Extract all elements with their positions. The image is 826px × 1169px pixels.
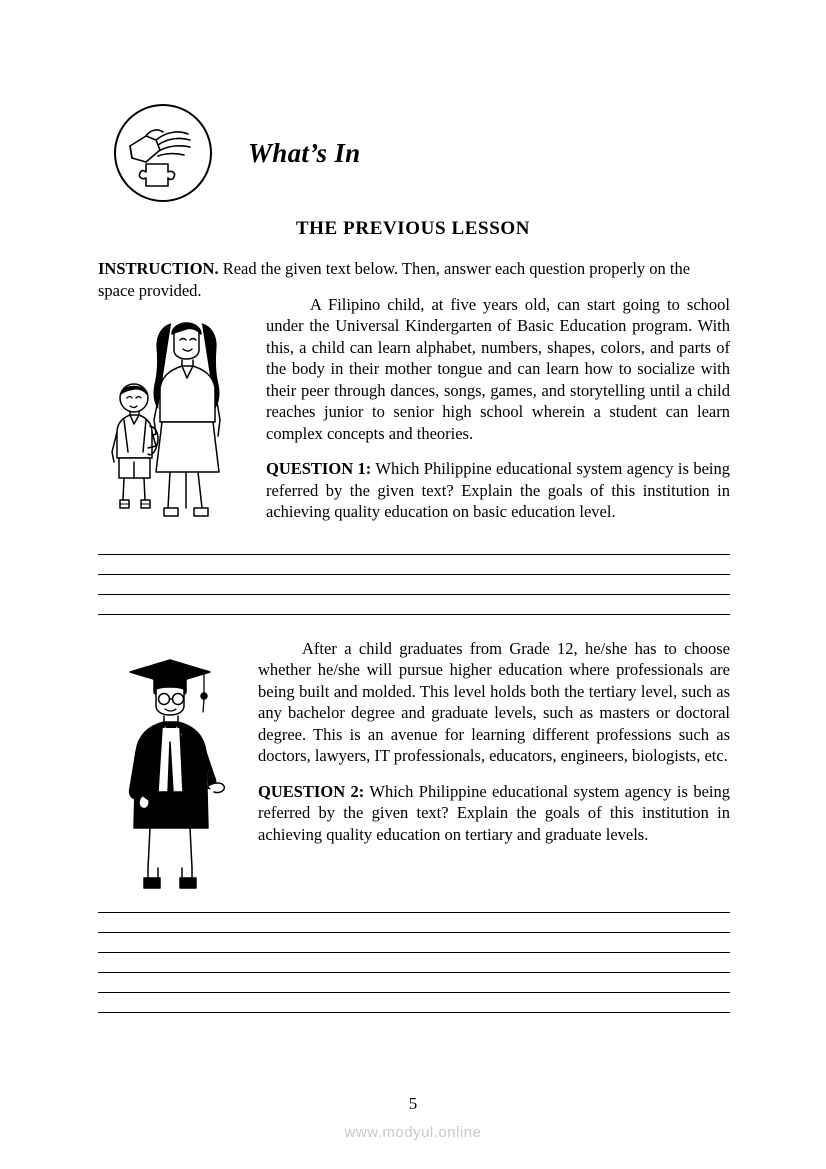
answer-line[interactable] — [98, 535, 730, 555]
passage-block-one — [98, 294, 730, 536]
whats-in-header — [114, 104, 361, 202]
passage-two-text: After a child graduates from Grade 12, he/she has to choose whether he/she will pursue higher education where professionals are being built and molded. This level holds both the tertiary level, such as any bachelor degree and graduate levels, such as masters or doctoral degree. This is an avenue for learning different professions such as doctors, lawyers, IT professionals, educators, engineers, biologists, etc. — [258, 639, 730, 766]
question-one — [266, 458, 730, 522]
whats-in-title: What’s In — [248, 137, 361, 168]
question-two — [258, 781, 730, 845]
answer-line[interactable] — [98, 893, 730, 913]
instruction-label: INSTRUCTION. — [98, 259, 219, 278]
answer-line[interactable] — [98, 993, 730, 1013]
mother-and-child-illustration — [98, 302, 248, 532]
answer-line[interactable] — [98, 575, 730, 595]
instruction-text: Read the given text below. Then, answer each question properly on the space provided. — [98, 259, 691, 300]
answer-line[interactable] — [98, 953, 730, 973]
watermark: www.modyul.online — [344, 1124, 482, 1141]
hand-holding-puzzle-piece-icon — [114, 104, 212, 202]
answer-line[interactable] — [98, 555, 730, 575]
question-one-text: Which Philippine educational system agency is being referred by the given text? Explain the goals of this institution in achieving quality education on basic education level. — [266, 459, 730, 521]
answer-line[interactable] — [98, 595, 730, 615]
answer-line[interactable] — [98, 973, 730, 993]
passage-one-text: A Filipino child, at five years old, can start going to school under the Universal Kindergarten of Basic Education program. With this, a child can learn alphabet, numbers, shapes, colors, and parts of the body in their mother tongue and can learn how to socialize with their peer through dances, songs, games, and storytelling until a child reaches junior to senior high school wherein a student can learn complex concepts and theories. — [266, 295, 730, 443]
graduate-in-toga-illustration — [104, 642, 244, 900]
question-one-label: QUESTION 1: — [266, 459, 372, 479]
section-title: THE PREVIOUS LESSON — [295, 218, 531, 239]
page-number: 5 — [408, 1094, 418, 1113]
answer-lines-two[interactable] — [98, 893, 730, 1013]
answer-lines-one[interactable] — [98, 535, 730, 615]
passage-block-two — [98, 638, 730, 900]
question-two-label: QUESTION 2: — [258, 781, 365, 801]
answer-line[interactable] — [98, 913, 730, 933]
question-two-text: Which Philippine educational system agency is being referred by the given text? Explain the goals of this institution in achieving quality education on tertiary and graduate levels. — [258, 781, 730, 844]
answer-line[interactable] — [98, 933, 730, 953]
